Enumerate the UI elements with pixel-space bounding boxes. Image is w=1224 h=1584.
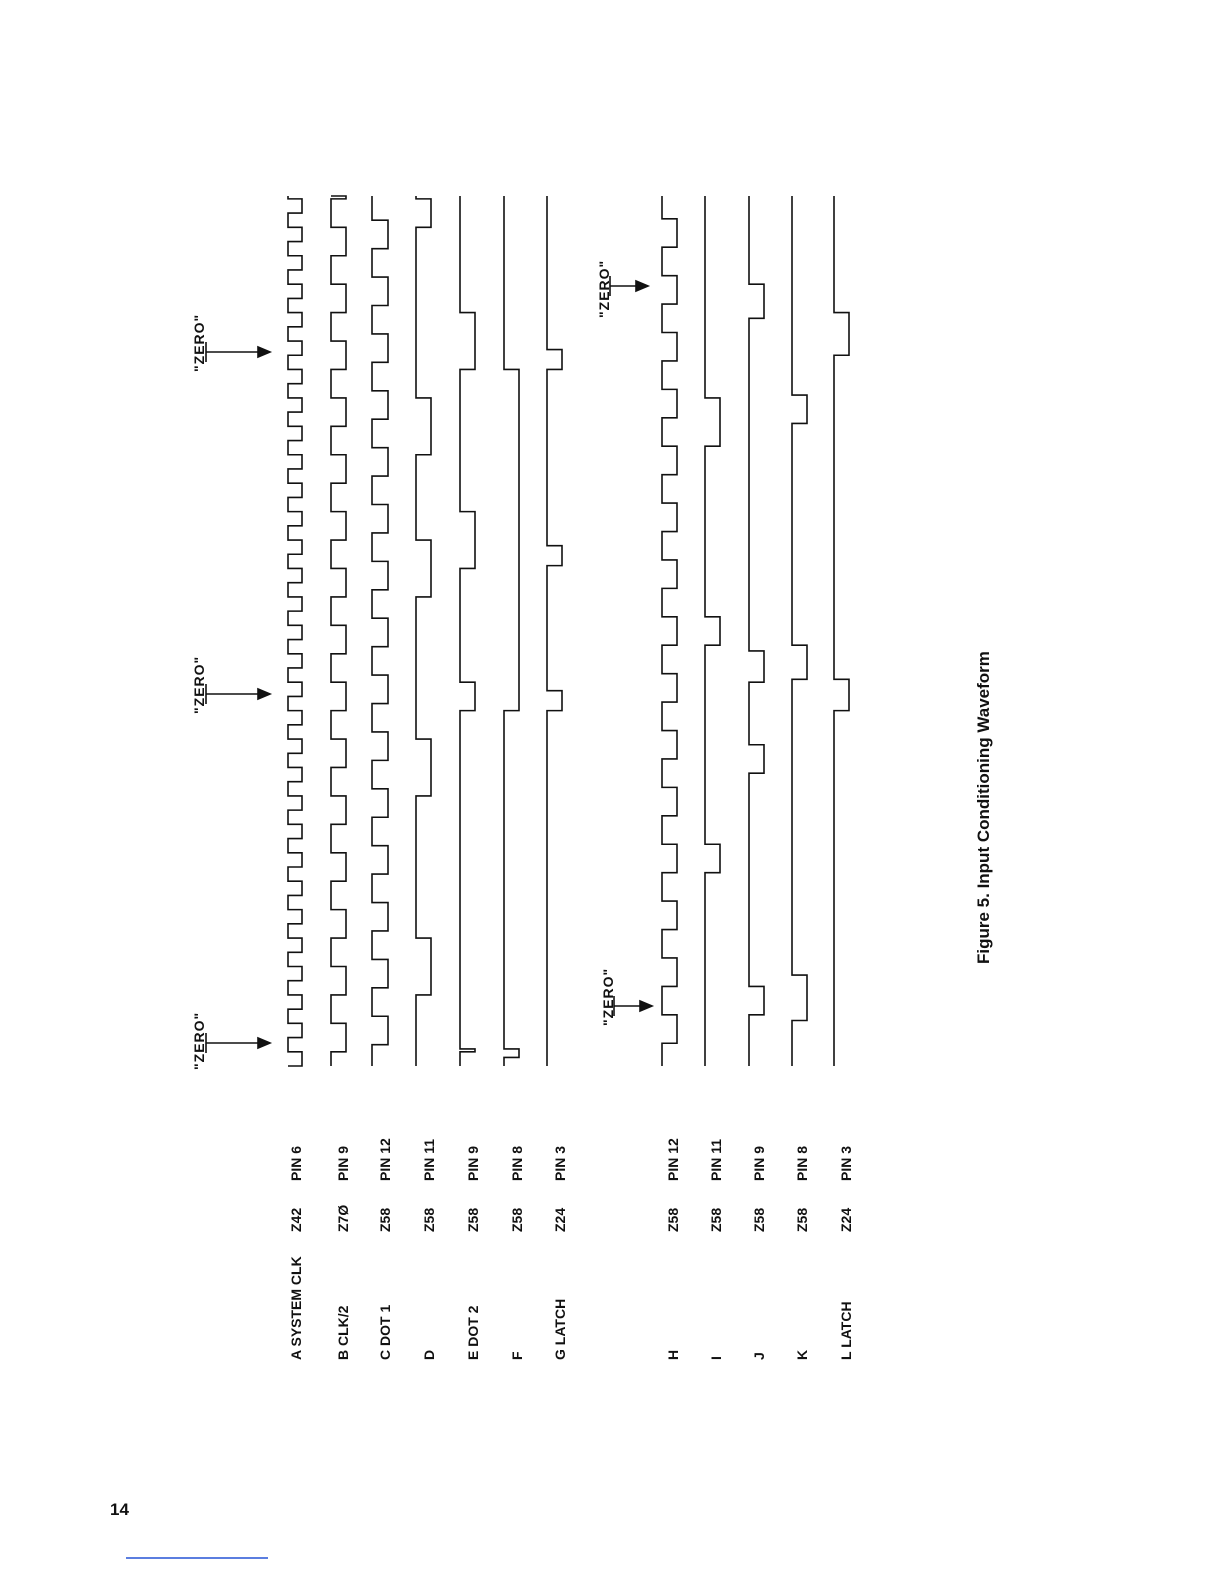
signal-label-j: J bbox=[751, 1352, 767, 1360]
signal-chip-i: Z58 bbox=[708, 1207, 724, 1232]
zero-label-3: "ZERO" bbox=[191, 313, 207, 372]
waveform-b bbox=[331, 196, 346, 1066]
signal-label-c: C DOT 1 bbox=[377, 1304, 393, 1360]
page-number: 14 bbox=[110, 1500, 129, 1519]
signal-chip-g: Z24 bbox=[552, 1207, 568, 1232]
zero-label-5: "ZERO" bbox=[596, 259, 612, 318]
signal-chip-a: Z42 bbox=[288, 1207, 304, 1232]
signal-pin-l: PIN 3 bbox=[838, 1145, 854, 1181]
signal-label-a: A SYSTEM CLK bbox=[288, 1256, 304, 1360]
signal-chip-e: Z58 bbox=[465, 1207, 481, 1232]
signal-label-i: I bbox=[708, 1356, 724, 1360]
signal-chip-k: Z58 bbox=[794, 1207, 810, 1232]
signal-label-f: F bbox=[509, 1351, 525, 1360]
waveform-c bbox=[372, 196, 388, 1066]
zero-label-4: "ZERO" bbox=[600, 967, 616, 1026]
signal-pin-a: PIN 6 bbox=[288, 1145, 304, 1181]
signal-pin-e: PIN 9 bbox=[465, 1145, 481, 1181]
zero-arrowhead-5 bbox=[636, 281, 648, 291]
signal-chip-j: Z58 bbox=[751, 1207, 767, 1232]
signal-label-l: L LATCH bbox=[838, 1301, 854, 1360]
zero-arrowhead-1 bbox=[258, 1038, 270, 1048]
signal-pin-c: PIN 12 bbox=[377, 1138, 393, 1181]
waveform-i bbox=[705, 196, 720, 1066]
signal-label-e: E DOT 2 bbox=[465, 1305, 481, 1360]
zero-arrowhead-4 bbox=[640, 1001, 652, 1011]
waveform-g bbox=[547, 196, 562, 1066]
figure-caption: Figure 5. Input Conditioning Waveform bbox=[974, 651, 993, 964]
zero-arrowhead-3 bbox=[258, 347, 270, 357]
signal-pin-b: PIN 9 bbox=[335, 1145, 351, 1181]
waveform-a bbox=[288, 196, 302, 1066]
waveform-e bbox=[460, 196, 475, 1066]
signal-pin-d: PIN 11 bbox=[421, 1138, 437, 1181]
signal-chip-l: Z24 bbox=[838, 1207, 854, 1232]
signal-pin-i: PIN 11 bbox=[708, 1138, 724, 1181]
signal-chip-h: Z58 bbox=[665, 1207, 681, 1232]
signal-label-k: K bbox=[794, 1349, 810, 1360]
signal-label-g: G LATCH bbox=[552, 1298, 568, 1360]
signal-label-d: D bbox=[421, 1349, 437, 1360]
signal-pin-g: PIN 3 bbox=[552, 1145, 568, 1181]
signal-chip-b: Z7Ø bbox=[335, 1204, 351, 1232]
zero-arrowhead-2 bbox=[258, 689, 270, 699]
signal-chip-d: Z58 bbox=[421, 1207, 437, 1232]
signal-pin-j: PIN 9 bbox=[751, 1145, 767, 1181]
signal-label-h: H bbox=[665, 1349, 681, 1360]
zero-label-1: "ZERO" bbox=[191, 1011, 207, 1070]
signal-pin-h: PIN 12 bbox=[665, 1138, 681, 1181]
signal-label-b: B CLK/2 bbox=[335, 1305, 351, 1360]
waveform-h bbox=[662, 196, 677, 1066]
signal-pin-f: PIN 8 bbox=[509, 1145, 525, 1181]
signal-chip-f: Z58 bbox=[509, 1207, 525, 1232]
signal-chip-c: Z58 bbox=[377, 1207, 393, 1232]
waveform-f bbox=[504, 196, 519, 1066]
zero-label-2: "ZERO" bbox=[191, 655, 207, 714]
waveform-j bbox=[749, 196, 764, 1066]
signal-pin-k: PIN 8 bbox=[794, 1145, 810, 1181]
waveform-l bbox=[834, 196, 849, 1066]
footer-rule bbox=[126, 1557, 268, 1559]
waveform-d bbox=[416, 196, 431, 1066]
waveform-k bbox=[792, 196, 807, 1066]
